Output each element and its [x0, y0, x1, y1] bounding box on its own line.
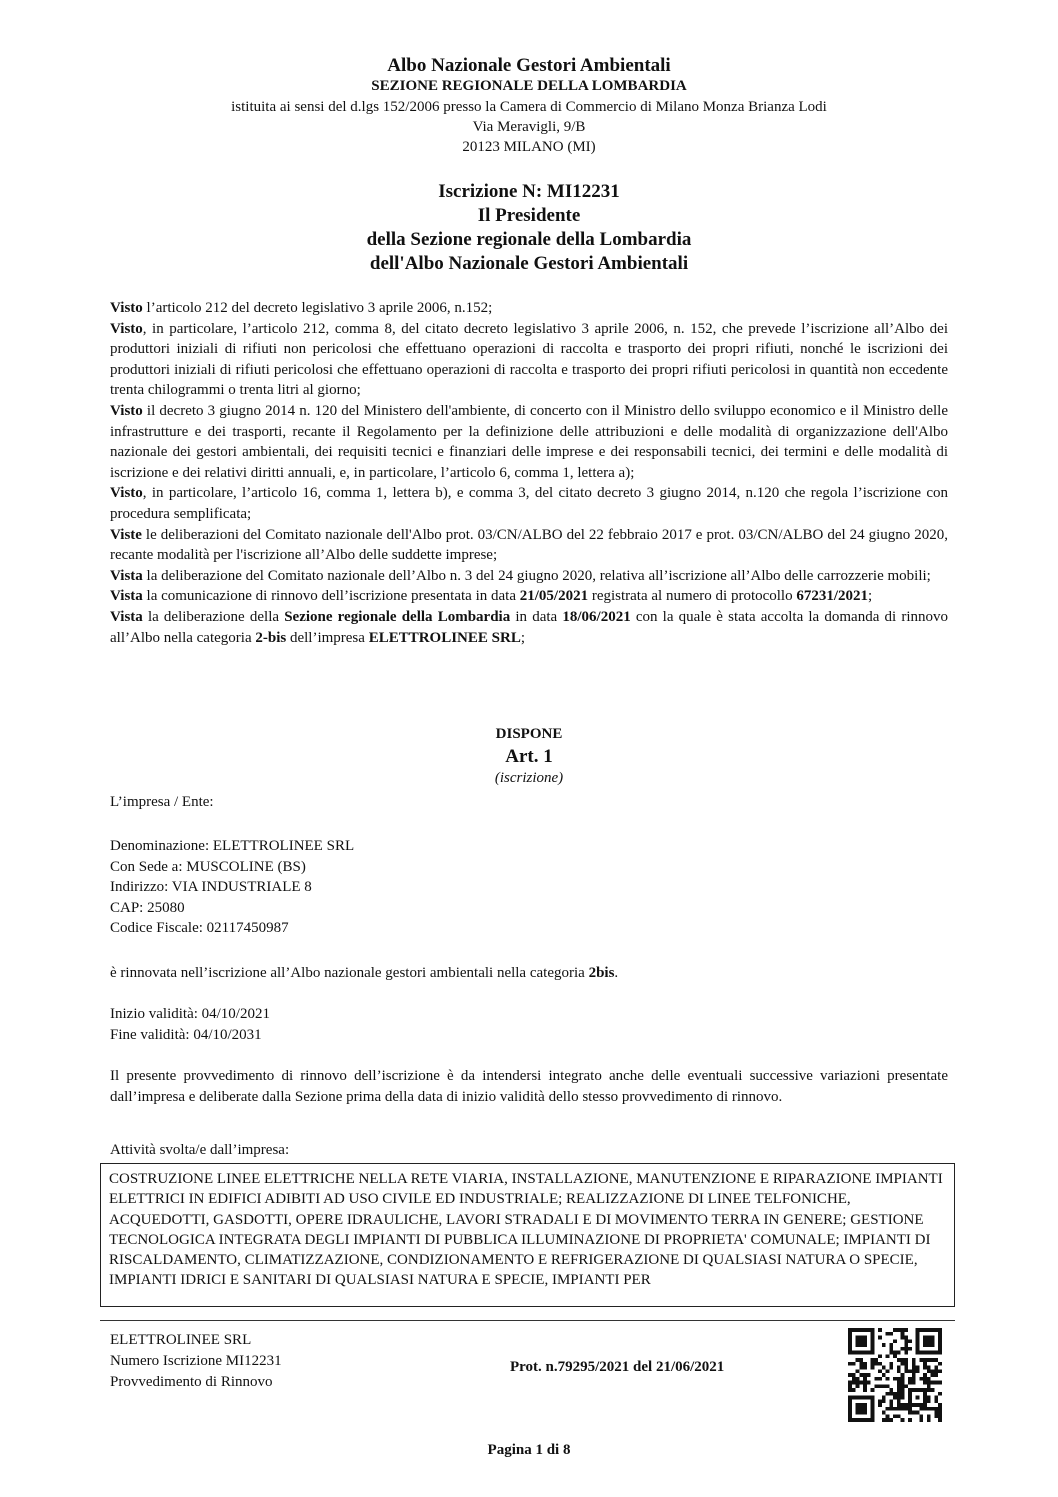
vista-deliberazione	[110, 607, 948, 648]
section-heading: della Sezione regionale della Lombardia	[366, 229, 692, 250]
article-heading: Art. 1	[505, 746, 553, 767]
visto-text: ;	[868, 588, 873, 605]
visto-lead: Visto	[110, 300, 143, 316]
preamble	[110, 298, 948, 648]
visto-paragraph	[110, 483, 948, 524]
city-line: 20123 MILANO (MI)	[462, 139, 596, 155]
visto-lead: Vista	[110, 567, 143, 584]
company-details	[110, 836, 354, 939]
visto-lead: Visto	[110, 485, 143, 502]
qr-code-icon	[848, 1328, 942, 1422]
visto-text: con la quale è stata accolta la domanda di rinnovo all’Albo nella categoria	[110, 608, 949, 646]
visto-lead: Visto	[110, 402, 143, 419]
validity-end: Fine validità: 04/10/2031	[110, 1026, 262, 1043]
visto-text: il decreto 3 giugno 2014 n. 120 del Ministero dell'ambiente, di concerto con il Ministro dello sviluppo economico e il Ministro delle infrastrutture e dei trasporti, recante il Regolamento per la definizione delle attribuzioni e delle modalità di organizzazione dell'Albo nazionale dei gestori ambientali, dei requisiti tecnici e finanziari delle imprese e dei responsabili tecnici, dei termini e delle modalità di iscrizione e dei relativi diritti annuali, e, in particolare, l’articolo 6, comma 1, lettera a);	[110, 402, 948, 481]
rinnovata-end: .	[614, 965, 619, 981]
footer-info	[110, 1330, 282, 1393]
org-title: Albo Nazionale Gestori Ambientali	[387, 55, 671, 76]
president-heading: Il Presidente	[477, 205, 581, 226]
visto-lead: Visto	[110, 320, 143, 337]
visto-paragraph	[110, 319, 948, 401]
category-code: 2-bis	[255, 629, 287, 646]
street-line: Via Meravigli, 9/B	[472, 119, 586, 135]
article-subtitle: (iscrizione)	[494, 770, 564, 786]
impresa-label: L’impresa / Ente:	[110, 794, 214, 810]
title-block	[0, 180, 1058, 276]
visto-text: registrata al numero di protocollo	[588, 588, 797, 605]
visto-text: , in particolare, l’articolo 212, comma 8, del citato decreto legislativo 3 aprile 2006, n. 152, che prevede l’iscrizione all’Albo dei produttori iniziali di rifiuti non pericolosi che effettuano operazioni di raccolta e trasporto dei propri rifiuti, nonché le iscrizioni dei produttori iniziali di rifiuti pericolosi che effettuano operazioni di raccolta e trasporto dei propri rifiuti pericolosi in quantità non eccedente trenta chilogrammi o trenta litri al giorno;	[110, 320, 948, 399]
visto-text: in data	[510, 608, 563, 625]
established-line: istituita ai sensi del d.lgs 152/2006 presso la Camera di Commercio di Milano Monza Brianza Lodi	[231, 99, 827, 115]
rinnovata-statement	[110, 963, 618, 984]
attivita-box: COSTRUZIONE LINEE ELETTRICHE NELLA RETE VIARIA, INSTALLAZIONE, MANUTENZIONE E RIPARAZIONE IMPIANTI ELETTRICI IN EDIFICI ADIBITI AD USO CIVILE ED INDUSTRIALE; REALIZZAZIONE DI LINEE TELFONICHE, ACQUEDOTTI, GASDOTTI, OPERE IDRAULICHE, LAVORI STRADALI E DI MOVIMENTO TERRA IN GENERE; GESTIONE TECNOLOGICA INTEGRATA DEGLI IMPIANTI DI PUBBLICA ILLUMINAZIONE DI PROPRIETA' COMUNALE; IMPIANTI DI RISCALDAMENTO, CLIMATIZZAZIONE, CONDIZIONAMENTO E REFRIGERAZIONE DI QUALSIASI NATURA O SPECIE, IMPIANTI IDRICI E SANITARI DI QUALSIASI NATURA E SPECIE, IMPIANTI PER	[100, 1163, 955, 1307]
provvedimento-paragraph: Il presente provvedimento di rinnovo dell’iscrizione è da intendersi integrato anche delle eventuali successive variazioni presentate dall’impresa e deliberate dalla Sezione prima della data di inizio validità dello stesso provvedimento di rinnovo.	[110, 1068, 948, 1105]
company-name: ELETTROLINEE SRL	[368, 629, 521, 646]
visto-lead: Viste	[110, 526, 142, 543]
visto-text: l’articolo 212 del decreto legislativo 3 aprile 2006, n.152;	[142, 300, 493, 316]
sede: Con Sede a: MUSCOLINE (BS)	[110, 858, 306, 875]
visto-paragraph	[110, 525, 948, 566]
comunicazione-date: 21/05/2021	[519, 588, 589, 605]
attivita-label: Attività svolta/e dall’impresa:	[110, 1142, 290, 1158]
deliberazione-date: 18/06/2021	[562, 608, 631, 625]
visto-lead: Vista	[110, 588, 143, 605]
page-number: Pagina 1 di 8	[487, 1442, 571, 1458]
protocol-reference: Prot. n.79295/2021 del 21/06/2021	[510, 1359, 725, 1375]
footer-tipo: Provvedimento di Rinnovo	[110, 1374, 273, 1390]
visto-text: , in particolare, l’articolo 16, comma 1, lettera b), e comma 3, del citato decreto 3 giugno 2014, n.120 che regola l’iscrizione con procedura semplificata;	[110, 485, 948, 522]
registration-number: Iscrizione N: MI12231	[438, 181, 620, 202]
visto-text: dell’impresa	[286, 629, 369, 646]
denominazione: Denominazione: ELETTROLINEE SRL	[110, 838, 355, 854]
footer-numero: Numero Iscrizione MI12231	[110, 1353, 282, 1369]
visto-paragraph	[110, 401, 948, 483]
visto-text: la deliberazione della	[142, 608, 285, 625]
visto-text: le deliberazioni del Comitato nazionale dell'Albo prot. 03/CN/ALBO del 22 febbraio 2017 e prot. 03/CN/ALBO del 24 giugno 2020, recante modalità per l'iscrizione all’Albo delle suddette imprese;	[110, 526, 948, 564]
validity	[110, 1004, 270, 1045]
indirizzo: Indirizzo: VIA INDUSTRIALE 8	[110, 879, 312, 896]
visto-text: ;	[520, 629, 525, 646]
footer-company: ELETTROLINEE SRL	[110, 1332, 252, 1348]
visto-text: la deliberazione del Comitato nazionale dell’Albo n. 3 del 24 giugno 2020, relativa all’iscrizione all’Albo delle carrozzerie mobili;	[142, 567, 931, 584]
section-title: SEZIONE REGIONALE DELLA LOMBARDIA	[371, 78, 687, 94]
visto-lead: Vista	[110, 608, 143, 625]
albo-heading: dell'Albo Nazionale Gestori Ambientali	[369, 253, 689, 274]
rinnovata-text: è rinnovata nell’iscrizione all’Albo nazionale gestori ambientali nella categoria	[110, 965, 589, 981]
cap: CAP: 25080	[110, 899, 185, 916]
visto-paragraph	[110, 298, 948, 319]
vista-comunicazione	[110, 586, 948, 607]
visto-paragraph	[110, 566, 948, 587]
rinnovata-category: 2bis	[588, 965, 615, 981]
footer-divider	[100, 1320, 955, 1321]
codice-fiscale: Codice Fiscale: 02117450987	[110, 920, 289, 937]
validity-start: Inizio validità: 04/10/2021	[110, 1006, 270, 1022]
protocol-number: 67231/2021	[796, 588, 869, 605]
section-name: Sezione regionale della Lombardia	[284, 608, 511, 625]
visto-text: la comunicazione di rinnovo dell’iscrizione presentata in data	[142, 588, 520, 605]
dispone-heading: DISPONE	[495, 726, 563, 742]
